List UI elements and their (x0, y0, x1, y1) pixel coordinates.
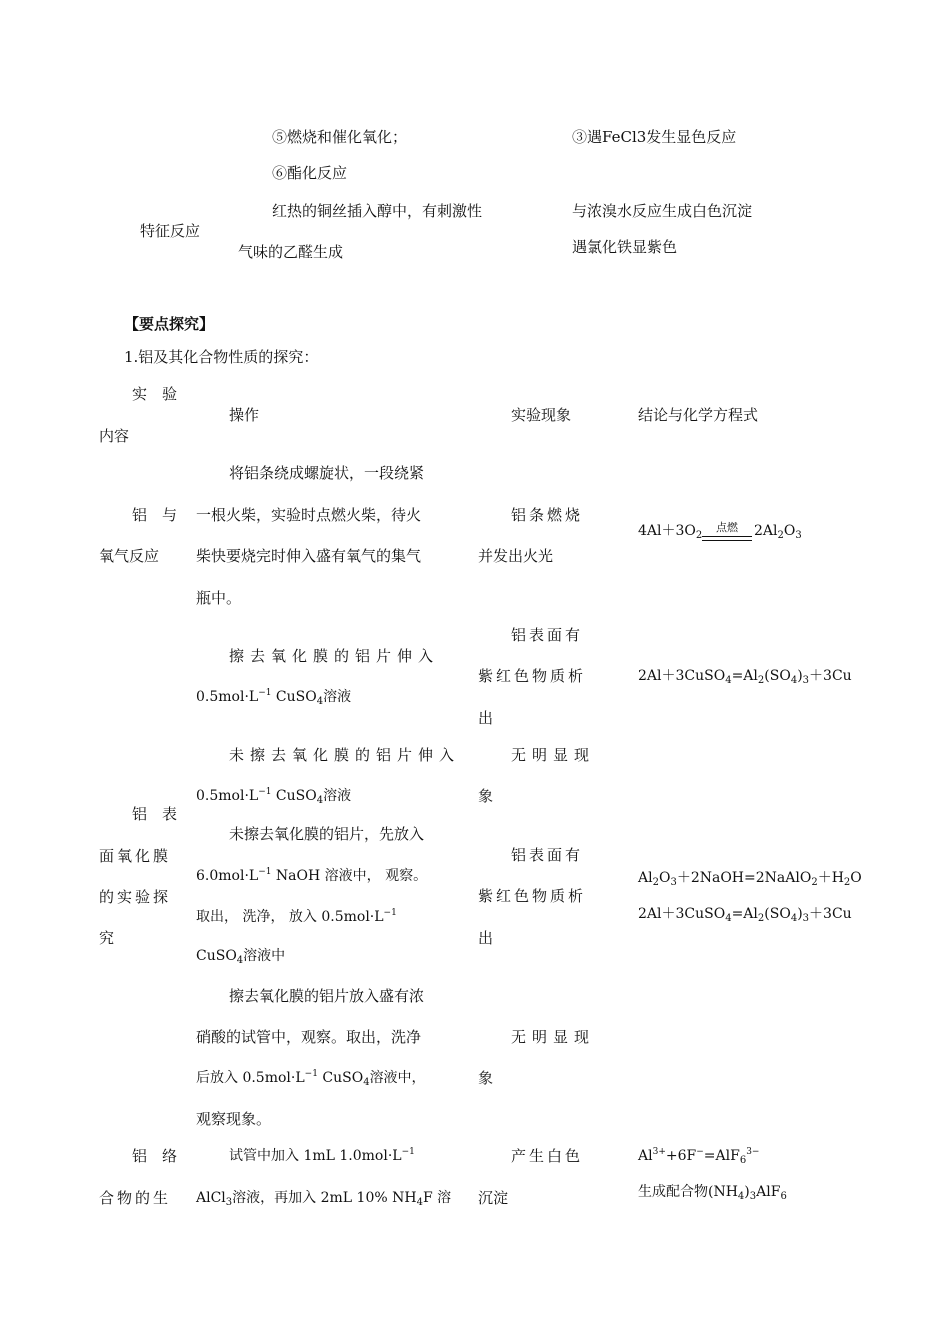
row4-op-line-4: CuSO$_4$溶液中 (196, 948, 286, 966)
row1-content-1: 铝 与 (132, 506, 178, 524)
row1-phenomenon-1: 铝条燃烧 (511, 506, 584, 524)
row6-equation-1: $Al^{3+}+6F^-=AlF_6^{3-}$ (638, 1147, 760, 1166)
row6-phenomenon-2: 沉淀 (478, 1189, 509, 1207)
row4-phenomenon-2: 紫红色物质析 (478, 887, 587, 905)
alcohol-item-5: ⑤燃烧和催化氧化； (272, 128, 408, 146)
row4-phenomenon-3: 出 (478, 929, 494, 947)
row6-content-2: 合物的生 (99, 1189, 172, 1207)
row6-phenomenon-1: 产生白色 (511, 1147, 584, 1165)
row3-op-line-1: 未擦去氧化膜的铝片伸入 (229, 746, 461, 764)
header-phenomenon: 实验现象 (511, 406, 572, 424)
row4-op-line-1: 未擦去氧化膜的铝片，先放入 (229, 825, 425, 843)
row3-op-line-2: $0.5mol\cdot L^{-1}$ CuSO$_4$溶液 (196, 787, 352, 806)
row5-op-line-3: 后放入 $0.5mol\cdot L^{-1}$ CuSO$_4$溶液中， (196, 1069, 426, 1088)
row4-phenomenon-1: 铝表面有 (511, 846, 584, 864)
row2-op-line-1: 擦去氧化膜的铝片伸入 (229, 647, 440, 665)
row4-op-line-3: 取出， 洗净， 放入 $0.5mol\cdot L^{-1}$ (196, 908, 397, 925)
phenol-desc-1: 与浓溴水反应生成白色沉淀 (572, 202, 753, 220)
row1-op-line-1: 将铝条绕成螺旋状，一段绕紧 (229, 464, 425, 482)
row6-op-line-1: 试管中加入 1mL $1.0mol\cdot L^{-1}$ (229, 1147, 415, 1164)
row4-equation-1: $Al_2O_3+2NaOH=2NaAlO_2+H_2O$ (638, 870, 862, 888)
header-operation: 操作 (229, 406, 260, 424)
row1-op-line-2: 一根火柴，实验时点燃火柴，待火 (196, 506, 422, 524)
row5-op-line-1: 擦去氧化膜的铝片放入盛有浓 (229, 987, 425, 1005)
row2-equation: $2Al+3CuSO_4=Al_2(SO_4)_3+3Cu$ (638, 668, 852, 686)
row4-equation-2: $2Al+3CuSO_4=Al_2(SO_4)_3+3Cu$ (638, 906, 852, 924)
row4-content-4: 究 (99, 929, 115, 947)
row1-content-2: 氧气反应 (99, 547, 160, 565)
row2-op-line-2: $0.5mol\cdot L^{-1}$ CuSO$_4$溶液 (196, 688, 352, 707)
header-conclusion: 结论与化学方程式 (638, 406, 759, 424)
row1-equation-condition: 点燃 (716, 521, 738, 534)
row3-phenomenon-2: 象 (478, 787, 494, 805)
row2-phenomenon-2: 紫红色物质析 (478, 667, 587, 685)
row5-phenomenon-1: 无明显现 (511, 1028, 596, 1046)
row5-phenomenon-2: 象 (478, 1069, 494, 1087)
row4-content-2: 面氧化膜 (99, 847, 172, 865)
equation-double-line (702, 536, 752, 541)
row3-phenomenon-1: 无明显现 (511, 746, 596, 764)
row5-op-line-4: 观察现象。 (196, 1110, 272, 1128)
row6-content-1: 铝 络 (132, 1147, 178, 1165)
row2-phenomenon-1: 铝表面有 (511, 626, 584, 644)
alcohol-desc-1: 红热的铜丝插入醇中，有刺激性 (272, 202, 483, 220)
header-content-1: 实 验 (132, 385, 178, 403)
section-subtitle: 1.铝及其化合物性质的探究： (124, 348, 319, 366)
row2-phenomenon-3: 出 (478, 709, 494, 727)
phenol-item-3: ③遇FeCl3发生显色反应 (572, 128, 737, 146)
row5-op-line-2: 硝酸的试管中，观察。取出，洗净 (196, 1028, 422, 1046)
row4-content-1: 铝 表 (132, 805, 178, 823)
phenol-desc-2: 遇氯化铁显紫色 (572, 238, 678, 256)
row1-op-line-4: 瓶中。 (196, 589, 242, 607)
row4-op-line-2: $6.0mol\cdot L^{-1}$ NaOH 溶液中， 观察。 (196, 867, 428, 884)
section-title: 【要点探究】 (124, 315, 215, 333)
row4-content-3: 的实验探 (99, 888, 172, 906)
row6-op-line-2: AlCl$_3$溶液，再加入 2mL 10% $NH_4F$ 溶 (196, 1190, 452, 1208)
row1-equation-product: $2Al_2O_3$ (754, 523, 802, 541)
row6-equation-2: 生成配合物$(NH_4)_3AlF_6$ (638, 1184, 787, 1202)
alcohol-desc-2: 气味的乙醛生成 (238, 243, 344, 261)
row1-op-line-3: 柴快要烧完时伸入盛有氧气的集气 (196, 547, 422, 565)
alcohol-item-6: ⑥酯化反应 (272, 164, 348, 182)
header-content-2: 内容 (99, 427, 130, 445)
feature-reaction-label: 特征反应 (140, 222, 201, 240)
row1-equation: $4Al+3O_2$ (638, 523, 703, 541)
row1-phenomenon-2: 并发出火光 (478, 547, 554, 565)
